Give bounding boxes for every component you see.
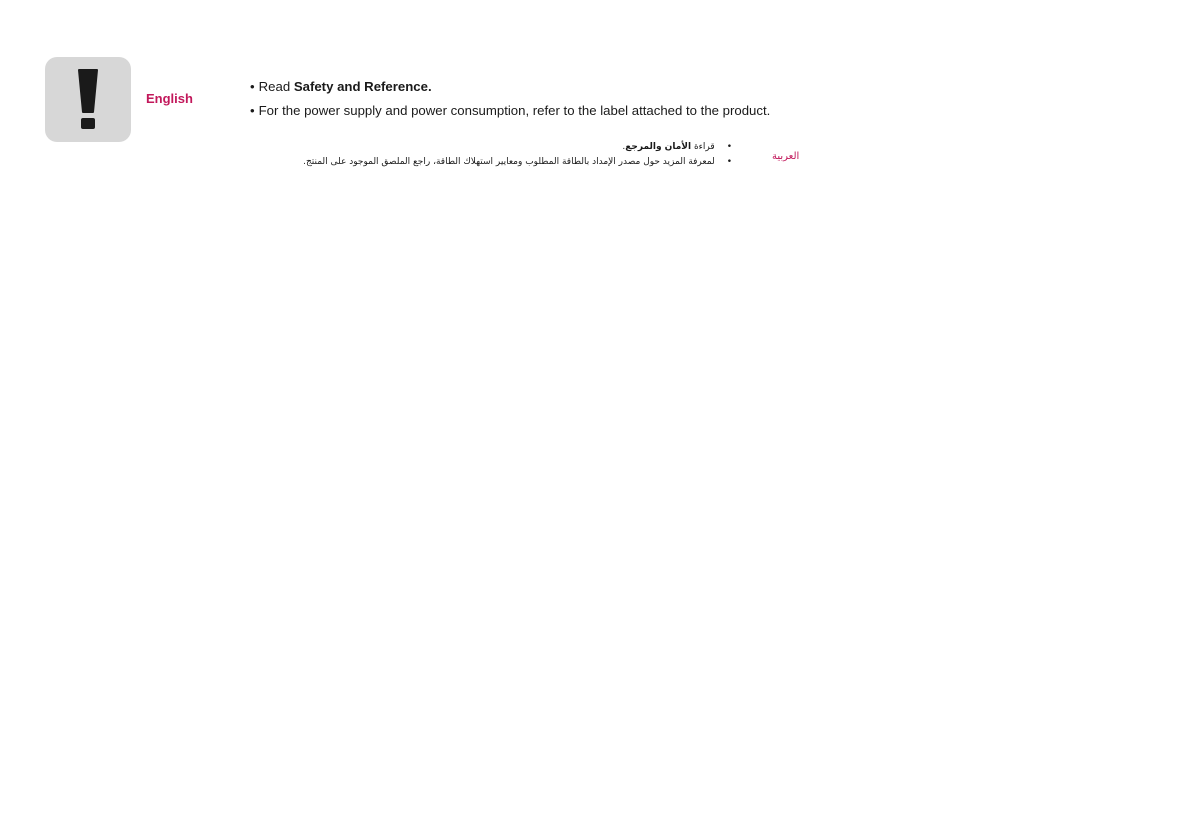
instruction-text: لمعرفة المزيد حول مصدر الإمداد بالطاقة المطلوب ومعايير استهلاك الطاقة، راجع الملصق الموجود على المنتج. <box>303 157 715 167</box>
language-label-arabic: العربية <box>772 151 800 162</box>
warning-icon-box <box>45 57 131 142</box>
instruction-text: Read <box>258 79 294 94</box>
instruction-item <box>303 155 732 170</box>
instruction-text: For the power supply and power consumption, refer to the label attached to the product. <box>258 103 771 118</box>
bullet: • <box>250 103 255 118</box>
bullet: • <box>726 142 732 152</box>
english-instructions <box>250 78 830 126</box>
bullet: • <box>726 157 732 167</box>
arabic-instructions <box>303 140 732 170</box>
instruction-text: . <box>622 142 626 152</box>
instruction-item <box>250 78 830 96</box>
exclamation-icon <box>45 57 131 142</box>
instruction-item <box>303 140 732 155</box>
instruction-bold-text: Safety and Reference. <box>293 79 432 94</box>
instruction-bold-text: الأمان والمرجع <box>625 142 692 152</box>
instruction-item <box>250 102 830 120</box>
instruction-text: قراءة <box>691 142 715 152</box>
language-label-english: English <box>146 91 193 106</box>
bullet: • <box>250 79 255 94</box>
